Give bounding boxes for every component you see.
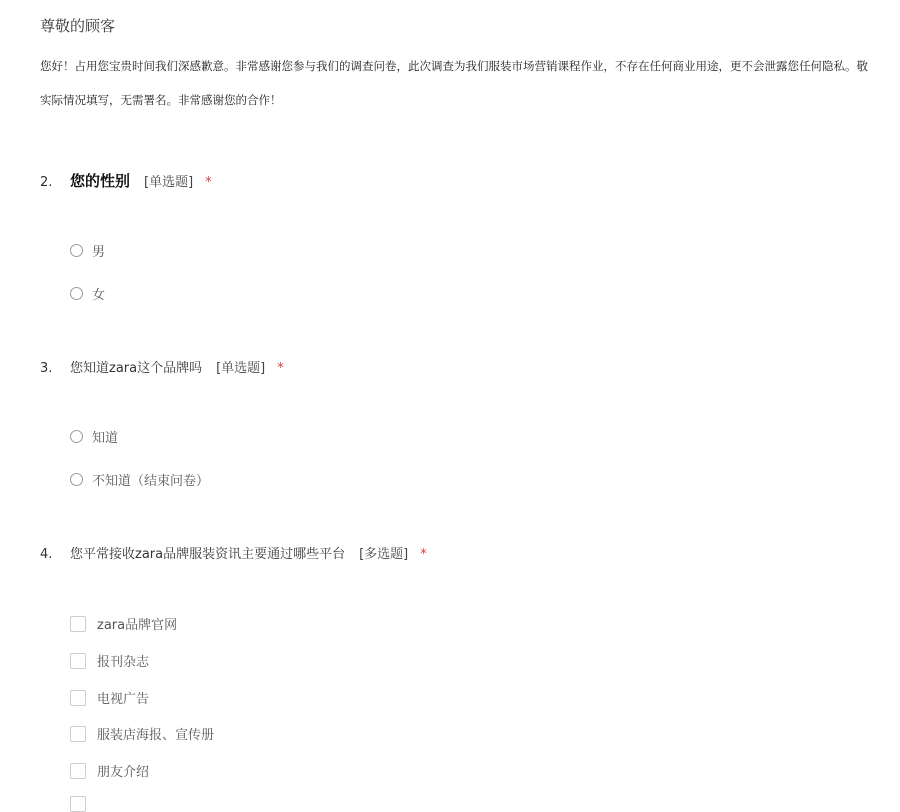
option-label: 朋友介绍 [97,765,150,780]
option-dont-know[interactable] [70,470,209,489]
option-male[interactable] [70,241,105,260]
intro-text-line-1: 您好！占用您宝贵时间我们深感歉意。非常感谢您参与我们的调查问卷，此次调查为我们服装市场营销课程作业，不存在任何商业用途，更不会泄露您任何隐私。敬 [40,59,868,73]
option-label: 知道 [92,431,119,446]
greeting-title: 尊敬的顾客 [40,17,116,35]
question-title: 您平常接收zara品牌服装资讯主要通过哪些平台 [70,547,346,562]
option-label: 电视广告 [97,692,150,707]
radio-button[interactable] [70,430,83,443]
checkbox[interactable] [70,616,86,632]
radio-button[interactable] [70,473,83,486]
option-tv-ads[interactable] [70,688,149,707]
question-4 [40,543,427,562]
question-type: [单选题] [144,175,194,190]
option-partial[interactable] [70,796,97,812]
option-label: 报刊杂志 [97,655,150,670]
option-female[interactable] [70,284,105,303]
question-title: 您知道zara这个品牌吗 [70,361,203,376]
checkbox[interactable] [70,653,86,669]
option-store-posters[interactable] [70,724,214,743]
required-asterisk: * [277,361,284,376]
intro-text-line-2: 实际情况填写，无需署名。非常感谢您的合作！ [40,93,282,107]
question-3 [40,357,284,376]
question-title: 您的性别 [70,172,131,190]
option-label: 男 [92,245,106,260]
checkbox[interactable] [70,690,86,706]
checkbox[interactable] [70,763,86,779]
option-label: 服装店海报、宣传册 [97,728,215,743]
question-number: 4. [40,547,53,562]
checkbox[interactable] [70,796,86,812]
option-magazines[interactable] [70,651,149,670]
option-label: 不知道（结束问卷） [92,474,210,489]
option-label: 女 [92,288,106,303]
option-friends[interactable] [70,761,149,780]
checkbox[interactable] [70,726,86,742]
question-number: 3. [40,361,53,376]
radio-button[interactable] [70,244,83,257]
required-asterisk: * [420,547,427,562]
question-number: 2. [40,175,53,190]
option-zara-website[interactable] [70,614,177,633]
question-type: [多选题] [359,547,409,562]
option-label: zara品牌官网 [97,618,178,633]
question-type: [单选题] [216,361,266,376]
required-asterisk: * [205,175,212,190]
option-know[interactable] [70,427,118,446]
radio-button[interactable] [70,287,83,300]
question-2 [40,170,212,191]
